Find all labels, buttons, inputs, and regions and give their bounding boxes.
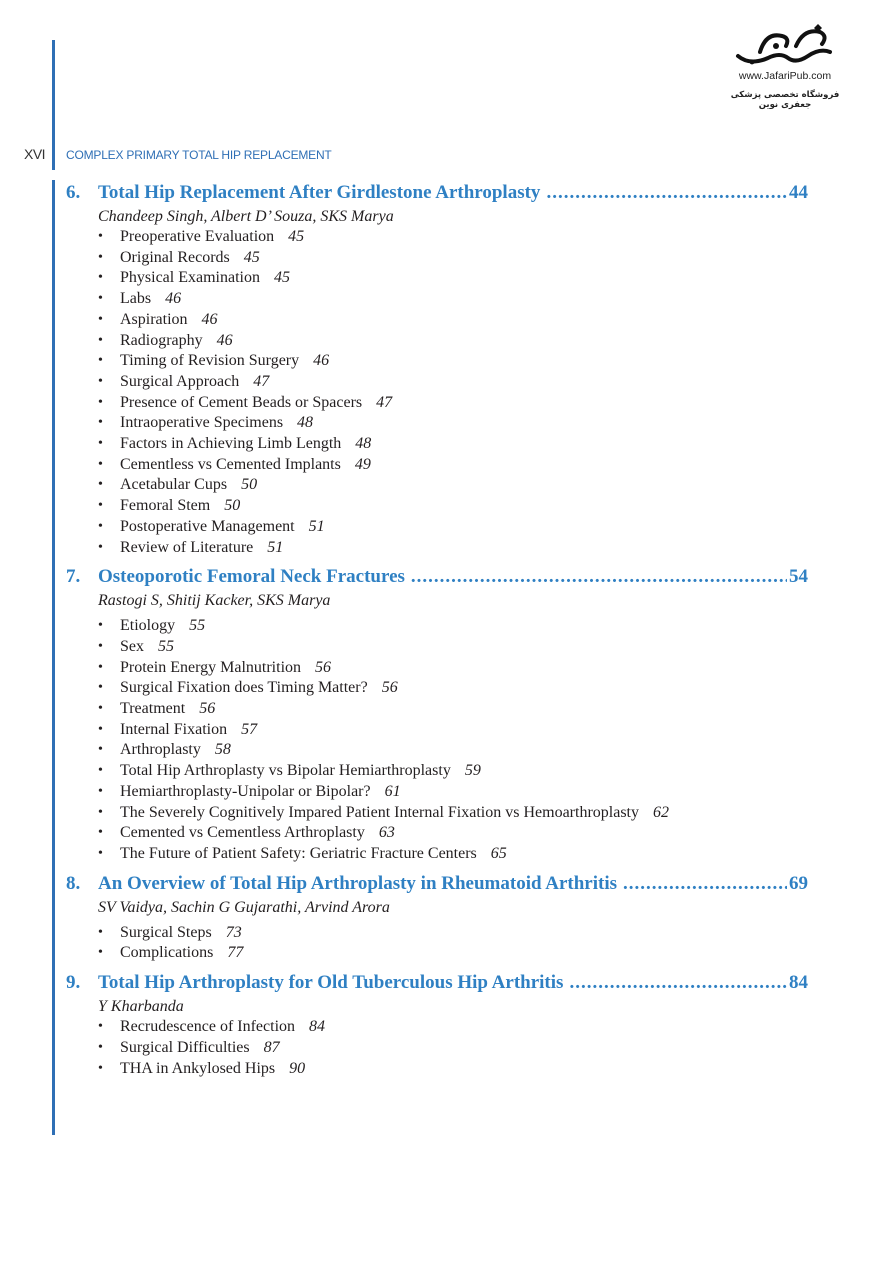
chapter-title: An Overview of Total Hip Arthroplasty in Rheumatoid Arthritis: [98, 872, 618, 894]
section-page: 84: [309, 1018, 326, 1036]
section-item[interactable]: [66, 496, 808, 517]
section-item[interactable]: [66, 678, 808, 699]
section-item[interactable]: [66, 289, 808, 310]
section-item[interactable]: [66, 844, 808, 865]
chapter-page: 69: [789, 872, 808, 894]
section-item[interactable]: [66, 943, 808, 964]
section-item[interactable]: [66, 782, 808, 803]
section-page: 77: [227, 944, 244, 962]
chapter-title-link[interactable]: [66, 564, 808, 590]
section-item[interactable]: [66, 351, 808, 372]
chapter-authors: Y Kharbanda: [98, 998, 184, 1016]
section-label: Surgical Difficulties: [120, 1038, 250, 1056]
section-label: Labs: [120, 290, 152, 308]
section-label: Timing of Revision Surgery: [120, 352, 300, 370]
section-item[interactable]: [66, 227, 808, 248]
section-item[interactable]: [66, 761, 808, 782]
section-list: [66, 923, 808, 964]
section-label: The Future of Patient Safety: Geriatric Fracture Centers: [120, 844, 477, 862]
section-page: 62: [652, 803, 669, 821]
section-item[interactable]: [66, 331, 808, 352]
section-page: 45: [288, 228, 305, 245]
logo-url[interactable]: www.JafariPub.com: [738, 70, 832, 82]
section-label: Radiography: [120, 331, 203, 349]
logo-tagline: فروشگاه تخصصی پزشکی جعفری نوین: [730, 90, 840, 110]
section-page: 46: [201, 310, 218, 328]
section-label: Postoperative Management: [120, 517, 295, 535]
leader-dots: [411, 564, 787, 590]
leader-dots: [623, 871, 787, 897]
section-page: 73: [225, 923, 242, 941]
chapter-title-link[interactable]: [66, 180, 808, 206]
section-label: Sex: [120, 637, 144, 655]
section-label: Intraoperative Specimens: [120, 414, 284, 432]
section-item[interactable]: [66, 248, 808, 269]
section-label: Internal Fixation: [120, 720, 228, 738]
chapter-authors: SV Vaidya, Sachin G Gujarathi, Arvind Arora: [98, 898, 390, 916]
section-page: 51: [267, 538, 284, 556]
section-page: 87: [263, 1038, 280, 1056]
section-label: Review of Literature: [120, 538, 254, 556]
section-page: 49: [354, 455, 371, 473]
section-item[interactable]: [66, 658, 808, 679]
section-item[interactable]: [66, 517, 808, 538]
section-page: 45: [273, 269, 290, 287]
section-label: Treatment: [120, 700, 186, 718]
section-label: Total Hip Arthroplasty vs Bipolar Hemiarthroplasty: [120, 762, 451, 780]
chapter-authors: Rastogi S, Shitij Kacker, SKS Marya: [98, 592, 331, 610]
section-page: 51: [308, 517, 325, 535]
section-item[interactable]: [66, 455, 808, 476]
margin-rule-top: [52, 40, 55, 170]
section-page: 56: [199, 700, 216, 718]
chapter-number: 6.: [66, 182, 81, 203]
section-label: Cementless vs Cemented Implants: [120, 455, 341, 473]
section-label: Arthroplasty: [120, 741, 201, 759]
section-page: 61: [384, 782, 401, 800]
section-label: Presence of Cement Beads or Spacers: [120, 393, 363, 411]
chapter-title: Osteoporotic Femoral Neck Fractures: [98, 566, 405, 588]
chapter-title-link[interactable]: [66, 970, 808, 996]
page-number: XVI: [24, 146, 46, 162]
section-page: 63: [378, 824, 395, 842]
section-item[interactable]: [66, 803, 808, 824]
section-page: 58: [214, 741, 231, 759]
chapter-entry: [66, 871, 808, 964]
section-item[interactable]: [66, 616, 808, 637]
section-page: 47: [253, 372, 270, 390]
section-label: Acetabular Cups: [120, 476, 228, 494]
section-page: 55: [158, 637, 174, 655]
section-page: 56: [315, 658, 332, 676]
section-item[interactable]: [66, 475, 808, 496]
chapter-authors: Chandeep Singh, Albert D’ Souza, SKS Marya: [98, 208, 394, 225]
section-label: Surgical Approach: [120, 372, 240, 390]
section-label: Cemented vs Cementless Arthroplasty: [120, 824, 365, 842]
section-page: 65: [490, 844, 507, 862]
jafari-logo-icon: [730, 22, 840, 68]
running-title: COMPLEX PRIMARY TOTAL HIP REPLACEMENT: [66, 148, 332, 162]
section-label: Surgical Steps: [120, 923, 212, 941]
section-list: [66, 616, 808, 864]
section-item[interactable]: [66, 1038, 808, 1059]
table-of-contents: [66, 180, 808, 1085]
section-label: Etiology: [120, 617, 176, 635]
section-page: 48: [297, 414, 314, 432]
section-item[interactable]: [66, 699, 808, 720]
section-item[interactable]: [66, 538, 808, 559]
section-item[interactable]: [66, 393, 808, 414]
section-item[interactable]: [66, 740, 808, 761]
section-page: 48: [355, 435, 372, 453]
section-label: Aspiration: [120, 310, 188, 328]
section-page: 47: [376, 393, 393, 411]
chapter-number: 9.: [66, 972, 81, 994]
section-item[interactable]: [66, 720, 808, 741]
margin-rule-main: [52, 180, 55, 1135]
section-item[interactable]: [66, 268, 808, 289]
section-item[interactable]: [66, 372, 808, 393]
section-label: Recrudescence of Infection: [120, 1018, 296, 1036]
section-page: 45: [243, 248, 260, 266]
chapter-entry: [66, 180, 808, 558]
section-item[interactable]: [66, 637, 808, 658]
section-page: 50: [241, 476, 258, 494]
chapter-title-link[interactable]: [66, 871, 808, 897]
section-label: Protein Energy Malnutrition: [120, 658, 302, 676]
section-list: [66, 227, 808, 558]
leader-dots: [569, 970, 787, 996]
section-label: Hemiarthroplasty-Unipolar or Bipolar?: [120, 782, 371, 800]
section-page: 46: [216, 331, 233, 349]
section-item[interactable]: [66, 823, 808, 844]
section-label: Original Records: [120, 248, 230, 266]
section-label: Femoral Stem: [120, 497, 211, 515]
section-page: 56: [381, 679, 398, 697]
section-label: Complications: [120, 944, 214, 962]
section-label: THA in Ankylosed Hips: [120, 1059, 276, 1077]
section-page: 50: [224, 497, 241, 515]
chapter-page: 84: [789, 972, 808, 994]
section-item[interactable]: [66, 413, 808, 434]
section-item[interactable]: [66, 923, 808, 944]
chapter-number: 7.: [66, 566, 81, 588]
section-page: 46: [313, 352, 330, 370]
section-page: 55: [189, 617, 206, 635]
chapter-title: Total Hip Replacement After Girdlestone Arthroplasty: [98, 182, 541, 203]
section-item[interactable]: [66, 1059, 808, 1080]
section-item[interactable]: [66, 1017, 808, 1038]
publisher-logo[interactable]: [720, 22, 850, 110]
leader-dots: [546, 180, 787, 206]
section-page: 59: [464, 762, 481, 780]
section-label: Physical Examination: [120, 269, 260, 287]
section-label: The Severely Cognitively Impared Patient Internal Fixation vs Hemoarthroplasty: [120, 803, 639, 821]
section-label: Factors in Achieving Limb Length: [120, 435, 342, 453]
section-label: Surgical Fixation does Timing Matter?: [120, 679, 368, 697]
chapter-page: 54: [789, 566, 808, 588]
section-item[interactable]: [66, 310, 808, 331]
section-label: Preoperative Evaluation: [120, 228, 275, 245]
section-item[interactable]: [66, 434, 808, 455]
section-page: 46: [165, 290, 182, 308]
section-page: 90: [289, 1059, 306, 1077]
chapter-entry: [66, 564, 808, 864]
chapter-page: 44: [789, 182, 808, 203]
section-page: 57: [241, 720, 258, 738]
chapter-number: 8.: [66, 872, 81, 894]
section-list: [66, 1017, 808, 1079]
chapter-entry: [66, 970, 808, 1079]
chapter-title: Total Hip Arthroplasty for Old Tuberculous Hip Arthritis: [98, 972, 564, 994]
